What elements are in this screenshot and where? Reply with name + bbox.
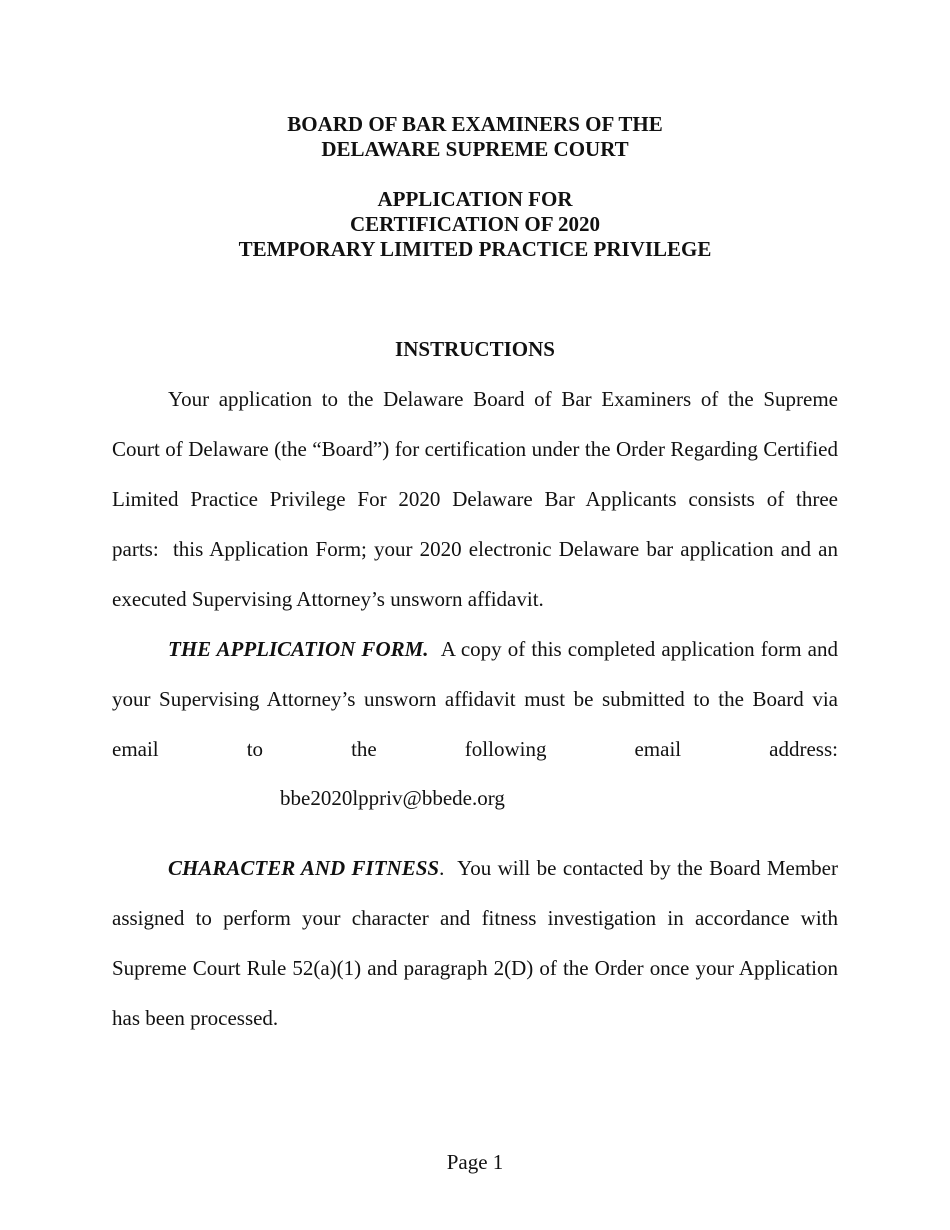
board-title-line-1: BOARD OF BAR EXAMINERS OF THE: [287, 112, 663, 136]
intro-paragraph: Your application to the Delaware Board of Bar Examiners of the Supreme Court of Delaware (the “Board”) for certification under the Order Regarding Certified Limited Practice Privilege For 2020 Delaware Bar Applicants consists of three parts: this Application Form; your 2020 electronic Delaware bar application and an executed Supervising Attorney’s unsworn affidavit.: [112, 387, 838, 611]
character-fitness-title: CHARACTER AND FITNESS: [168, 856, 440, 880]
instructions-heading: INSTRUCTIONS: [395, 337, 555, 361]
application-title-line-3: TEMPORARY LIMITED PRACTICE PRIVILEGE: [238, 237, 712, 261]
character-fitness-text: . You will be contacted by the Board Member assigned to perform your character and fitness investigation in accordance with Supreme Court Rule 52(a)(1) and paragraph 2(D) of the Order once your Application has been processed.: [112, 856, 838, 1030]
board-title: [0, 112, 950, 162]
application-form-text: A copy of this completed application form and your Supervising Attorney’s unsworn affidavit must be submitted to the Board via email to the following email address:: [112, 637, 838, 761]
submission-email-address[interactable]: bbe2020lppriv@bbede.org: [280, 786, 505, 810]
page-number: Page 1: [446, 1150, 504, 1174]
character-fitness-section: [112, 843, 838, 1043]
instructions-body: [112, 374, 838, 774]
application-title: [0, 187, 950, 262]
character-fitness-paragraph: [112, 843, 838, 1043]
application-title-line-2: CERTIFICATION OF 2020: [349, 212, 601, 236]
application-form-title: THE APPLICATION FORM.: [168, 637, 429, 661]
board-title-line-2: DELAWARE SUPREME COURT: [321, 137, 629, 161]
application-form-paragraph: [112, 624, 838, 774]
application-title-line-1: APPLICATION FOR: [377, 187, 573, 211]
